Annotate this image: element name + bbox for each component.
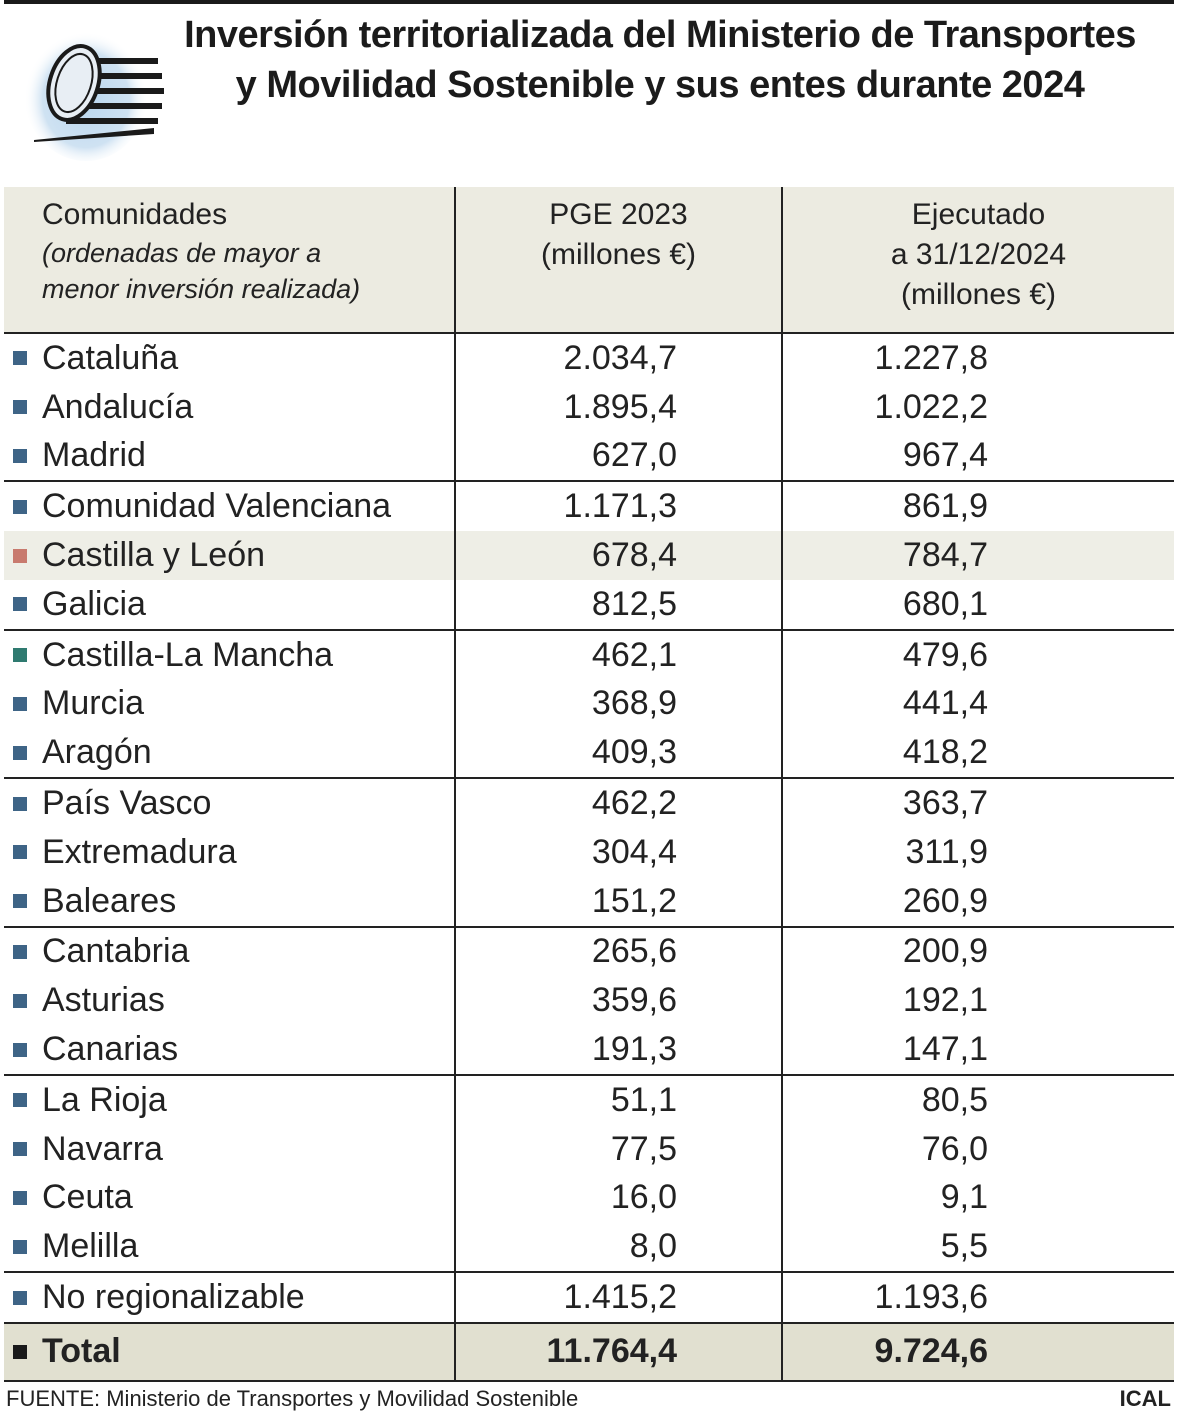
row-marker-icon: [13, 351, 27, 365]
cell-label: Castilla-La Mancha: [42, 635, 334, 674]
row-marker-icon: [13, 945, 27, 959]
header-comunidades: Comunidades (ordenadas de mayor a menor inversión realizada): [4, 187, 455, 333]
cell-pge: 462,1: [455, 630, 782, 680]
cell-pge: 304,4: [455, 828, 782, 877]
cell-comunidad: [4, 432, 455, 482]
cell-ejecutado: 76,0: [921, 1129, 988, 1168]
cell-comunidad: [4, 1125, 455, 1174]
table-row: [4, 778, 1174, 828]
row-marker-icon: [13, 994, 27, 1008]
cell-ejecutado: 80,5: [921, 1080, 988, 1119]
cell-comunidad: [4, 680, 455, 729]
total-row: [4, 1323, 1174, 1381]
cell-ejecutado: 9.724,6: [782, 1323, 1174, 1381]
cell-pge: 812,5: [455, 580, 782, 630]
data-table: [4, 187, 1174, 1382]
cell-comunidad: [4, 383, 455, 432]
header-ejecutado: Ejecutado a 31/12/2024 (millones €): [782, 187, 1174, 333]
cell-comunidad: [4, 481, 455, 531]
cell-label: Andalucía: [42, 387, 194, 426]
table-row: [4, 1075, 1174, 1125]
cell-ejecutado: 479,6: [902, 635, 988, 674]
cell-ejecutado: 418,2: [782, 728, 1174, 778]
cell-label: Total: [42, 1332, 121, 1371]
row-marker-icon: [13, 1191, 27, 1205]
table-row: [4, 728, 1174, 778]
row-marker-icon: [13, 597, 27, 611]
cell-pge: 1.415,2: [455, 1272, 782, 1323]
cell-ejecutado: 861,9: [902, 487, 988, 526]
cell-label: Extremadura: [42, 832, 237, 871]
footer-rule: [4, 1380, 1174, 1382]
cell-pge: 2.034,7: [455, 333, 782, 383]
cell-ejecutado: 9,1: [940, 1178, 988, 1217]
cell-comunidad: [4, 1075, 455, 1125]
cell-label: Melilla: [42, 1227, 139, 1266]
cell-ejecutado: 260,9: [782, 877, 1174, 927]
table-row: [4, 432, 1174, 482]
cell-pge: 16,0: [455, 1174, 782, 1223]
cell-label: Canarias: [42, 1030, 179, 1069]
cell-label: Ceuta: [42, 1178, 133, 1217]
cell-comunidad: [4, 531, 455, 580]
row-marker-icon: [13, 400, 27, 414]
cell-pge: 151,2: [455, 877, 782, 927]
cell-pge: 462,2: [455, 778, 782, 828]
row-marker-icon: [13, 797, 27, 811]
table-body: [4, 333, 1174, 1381]
row-marker-icon: [13, 1240, 27, 1254]
cell-comunidad: [4, 333, 455, 383]
cell-pge: 265,6: [455, 927, 782, 977]
credit-label: ICAL: [1119, 1386, 1171, 1411]
table-row: [4, 1025, 1174, 1075]
cell-ejecutado: 784,7: [782, 531, 1174, 580]
table-row: [4, 1222, 1174, 1272]
cell-comunidad: [4, 1323, 455, 1381]
row-marker-icon: [13, 449, 27, 463]
row-marker-icon: [13, 845, 27, 859]
row-marker-icon: [13, 1291, 27, 1305]
row-marker-icon: [13, 1345, 27, 1359]
table-row: [4, 877, 1174, 927]
cell-label: Comunidad Valenciana: [42, 487, 392, 526]
cell-pge: 1.171,3: [455, 481, 782, 531]
table-row: [4, 580, 1174, 630]
table-row: [4, 828, 1174, 877]
source-note: FUENTE: Ministerio de Transportes y Movilidad Sostenible: [6, 1386, 579, 1411]
cell-label: Navarra: [42, 1129, 163, 1168]
cell-pge: 77,5: [455, 1125, 782, 1174]
cell-comunidad: [4, 580, 455, 630]
cell-pge: 368,9: [455, 680, 782, 729]
cell-ejecutado: 311,9: [905, 832, 988, 871]
cell-pge: 11.764,4: [455, 1323, 782, 1381]
cell-label: No regionalizable: [42, 1278, 305, 1317]
cell-ejecutado: 200,9: [902, 932, 988, 971]
header-pge-2023: PGE 2023 (millones €): [455, 187, 782, 333]
cell-ejecutado: 147,1: [782, 1025, 1174, 1075]
cell-label: Madrid: [42, 436, 146, 475]
cell-label: Galicia: [42, 584, 146, 623]
cell-ejecutado: 192,1: [902, 981, 988, 1020]
cell-comunidad: [4, 1222, 455, 1272]
cell-pge: 191,3: [455, 1025, 782, 1075]
cell-label: Castilla y León: [42, 536, 266, 575]
cell-pge: 409,3: [455, 728, 782, 778]
cell-comunidad: [4, 778, 455, 828]
cell-ejecutado: 441,4: [902, 684, 988, 723]
table-row: [4, 333, 1174, 383]
chart-title: Inversión territorializada del Ministerio de Transportes y Movilidad Sostenible y sus entes durante 2024: [184, 14, 1136, 106]
cell-label: Baleares: [42, 881, 177, 920]
cell-label: Murcia: [42, 684, 145, 723]
cell-comunidad: [4, 728, 455, 778]
cell-pge: 51,1: [455, 1075, 782, 1125]
row-marker-icon: [13, 549, 27, 563]
cell-ejecutado: 1.227,8: [874, 338, 988, 377]
table-row: [4, 1174, 1174, 1223]
cell-pge: 359,6: [455, 976, 782, 1025]
cell-label: Aragón: [42, 733, 152, 772]
row-marker-icon: [13, 1142, 27, 1156]
cell-ejecutado: 967,4: [782, 432, 1174, 482]
table-row: [4, 1272, 1174, 1323]
row-marker-icon: [13, 500, 27, 514]
table-row: [4, 630, 1174, 680]
cell-label: Cataluña: [42, 338, 179, 377]
cell-comunidad: [4, 630, 455, 680]
cell-comunidad: [4, 1025, 455, 1075]
cell-ejecutado: 680,1: [782, 580, 1174, 630]
row-marker-icon: [13, 1093, 27, 1107]
cell-pge: 8,0: [455, 1222, 782, 1272]
cell-pge: 627,0: [455, 432, 782, 482]
row-marker-icon: [13, 648, 27, 662]
cell-ejecutado: 1.193,6: [874, 1278, 988, 1317]
cell-comunidad: [4, 976, 455, 1025]
table-row: [4, 1125, 1174, 1174]
cell-pge: 678,4: [455, 531, 782, 580]
cell-ejecutado: 1.022,2: [874, 387, 988, 426]
table-row: [4, 927, 1174, 977]
cell-comunidad: [4, 927, 455, 977]
cell-label: Cantabria: [42, 932, 190, 971]
row-marker-icon: [13, 1043, 27, 1057]
row-marker-icon: [13, 894, 27, 908]
cell-comunidad: [4, 1174, 455, 1223]
cell-label: Asturias: [42, 981, 165, 1020]
row-marker-icon: [13, 746, 27, 760]
cell-ejecutado: 363,7: [902, 784, 988, 823]
cell-label: País Vasco: [42, 784, 212, 823]
table-row: [4, 481, 1174, 531]
cell-comunidad: [4, 877, 455, 927]
table-row: [4, 680, 1174, 729]
table-row: [4, 976, 1174, 1025]
table-row: [4, 531, 1174, 580]
cell-ejecutado: 5,5: [782, 1222, 1174, 1272]
cell-pge: 1.895,4: [455, 383, 782, 432]
cell-label: La Rioja: [42, 1080, 167, 1119]
table-header-row: [4, 187, 1174, 333]
table-row: [4, 383, 1174, 432]
top-rule: [4, 0, 1174, 4]
row-marker-icon: [13, 697, 27, 711]
cell-comunidad: [4, 1272, 455, 1323]
cell-comunidad: [4, 828, 455, 877]
